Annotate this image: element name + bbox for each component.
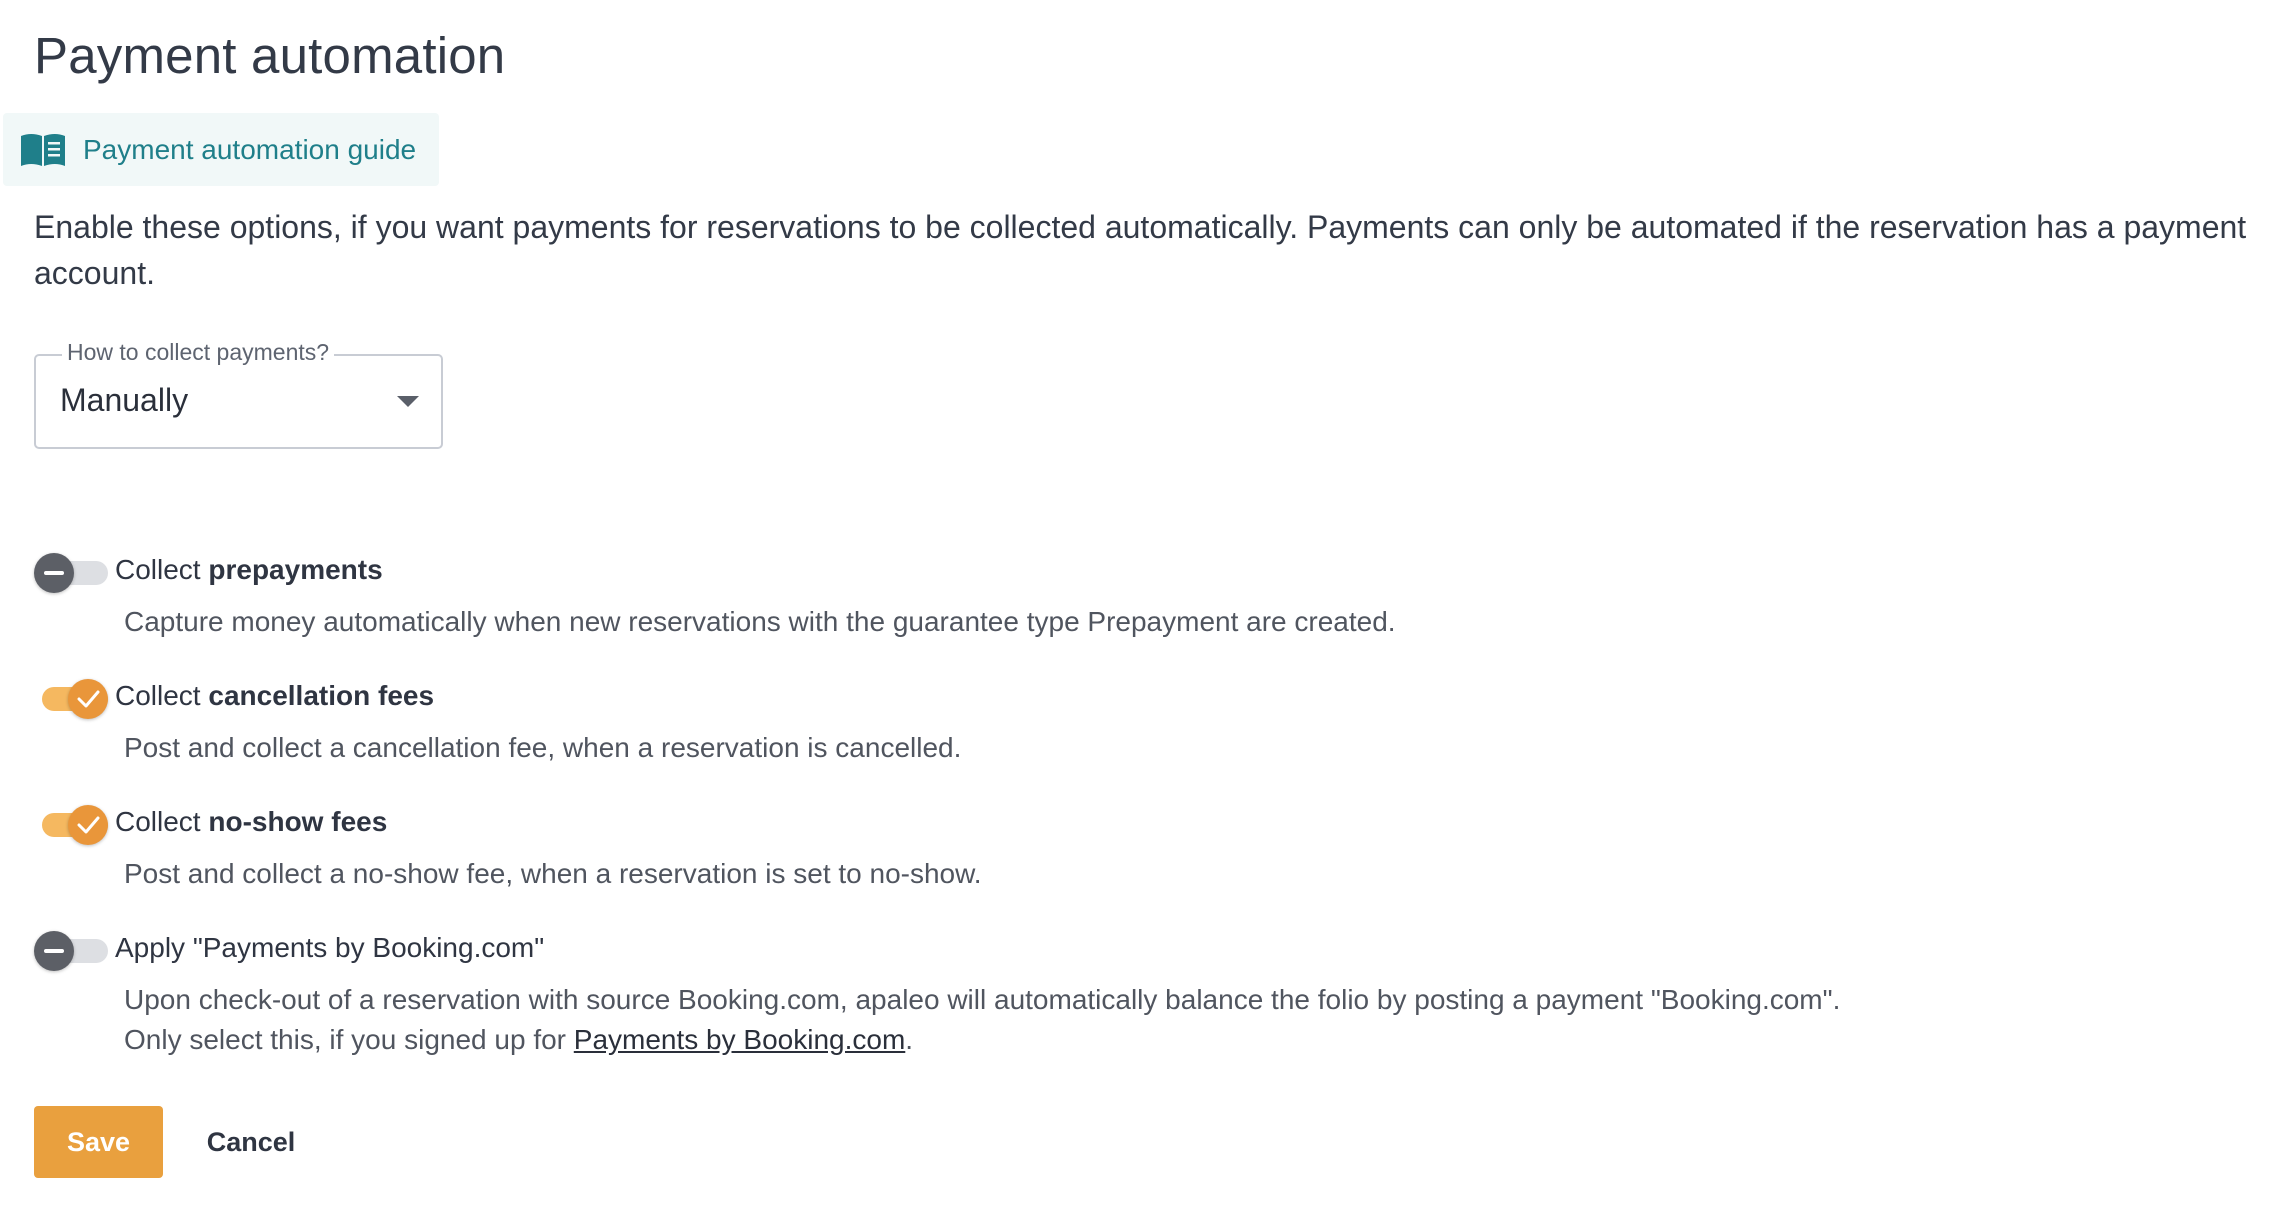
option-description-line-1: Upon check-out of a reservation with source Booking.com, apaleo will automatically balance the folio by posting a payment "Booking.com". — [124, 984, 1841, 1015]
payment-automation-guide-link[interactable] — [3, 113, 439, 186]
dropdown-caret-icon[interactable] — [397, 396, 419, 407]
save-button[interactable]: Save — [34, 1106, 163, 1178]
description-line-2-prefix: Only select this, if you signed up for — [124, 1024, 574, 1055]
toggle-knob — [68, 679, 108, 719]
option-description: Post and collect a no-show fee, when a reservation is set to no-show. — [124, 858, 982, 889]
guide-link-label: Payment automation guide — [83, 134, 417, 165]
option-title-prefix: Apply "Payments by Booking.com" — [115, 932, 545, 963]
cancel-button[interactable]: Cancel — [190, 1106, 312, 1178]
page-title: Payment automation — [34, 27, 506, 84]
option-title-prefix: Collect — [115, 806, 209, 837]
option-description-line-2 — [124, 1020, 1840, 1060]
toggle-knob — [68, 805, 108, 845]
payments-by-booking-toggle[interactable] — [34, 930, 108, 970]
no-show-fees-toggle[interactable] — [34, 804, 108, 844]
select-label: How to collect payments? — [62, 339, 334, 366]
minus-icon — [44, 571, 64, 575]
option-title — [115, 680, 434, 712]
toggle-knob — [34, 553, 74, 593]
option-title — [115, 554, 383, 586]
option-title — [115, 806, 387, 838]
collect-payments-select[interactable] — [34, 339, 443, 449]
checkmark-icon — [76, 813, 100, 837]
payments-by-booking-link[interactable]: Payments by Booking.com — [573, 1024, 906, 1055]
select-value: Manually — [60, 382, 189, 418]
option-description: Post and collect a cancellation fee, when a reservation is cancelled. — [124, 732, 962, 763]
option-description: Capture money automatically when new reservations with the guarantee type Prepayment are created. — [124, 606, 1396, 637]
minus-icon — [44, 949, 64, 953]
book-icon — [19, 132, 67, 168]
option-title-prefix: Collect — [115, 554, 209, 585]
option-title-prefix: Collect — [115, 680, 209, 711]
option-title-bold: prepayments — [208, 554, 383, 585]
option-title-bold: cancellation fees — [208, 680, 435, 711]
checkmark-icon — [76, 687, 100, 711]
prepayments-toggle[interactable] — [34, 552, 108, 592]
option-title-bold: no-show fees — [208, 806, 388, 837]
cancellation-fees-toggle[interactable] — [34, 678, 108, 718]
toggle-knob — [34, 931, 74, 971]
description-line-2-suffix: . — [905, 1024, 914, 1055]
option-description — [124, 980, 1840, 1060]
option-title — [115, 932, 544, 964]
intro-description: Enable these options, if you want payments for reservations to be collected automatically. Payments can only be automated if the reservation has a payment account. — [34, 209, 2247, 291]
